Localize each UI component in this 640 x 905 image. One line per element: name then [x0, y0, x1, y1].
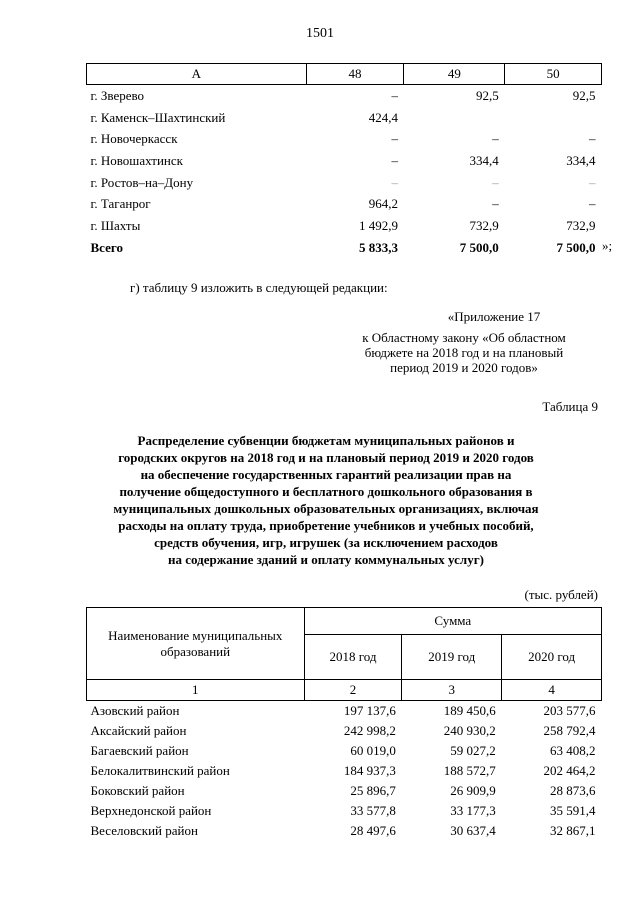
table-row — [87, 761, 602, 781]
page-number: 1501 — [306, 26, 334, 41]
table-row — [87, 128, 602, 150]
value-2020: 202 464,2 — [543, 763, 596, 778]
value-50: – — [589, 174, 596, 190]
value-2020: 28 873,6 — [550, 783, 596, 798]
municipality-name: Веселовский район — [90, 823, 198, 838]
value-48: 424,4 — [368, 109, 398, 125]
municipality-name: Боковский район — [90, 783, 185, 798]
value-2019: 30 637,4 — [450, 823, 496, 838]
closing-quote: »; — [602, 238, 613, 253]
table-row — [87, 781, 602, 801]
table-row — [87, 85, 602, 107]
appendix-reference — [330, 309, 598, 375]
municipality-name: Азовский район — [90, 703, 180, 718]
municipality-name: Белокалитвинский район — [90, 763, 230, 778]
value-48: 964,2 — [368, 196, 398, 212]
column-number: 4 — [502, 680, 602, 701]
table-row — [87, 821, 602, 841]
value-48: – — [391, 87, 398, 103]
value-50: 334,4 — [566, 152, 596, 168]
total-49: 7 500,0 — [459, 239, 499, 255]
municipality-name: г. Каменск–Шахтинский — [90, 109, 226, 125]
appendix-line: бюджете на 2018 год и на плановый — [364, 345, 564, 360]
value-2020: 258 792,4 — [543, 723, 596, 738]
value-2020: 63 408,2 — [550, 743, 596, 758]
appendix-line: к Областному закону «Об областном — [362, 330, 566, 345]
table-row — [87, 150, 602, 172]
value-49: – — [492, 131, 499, 147]
value-2019: 59 027,2 — [450, 743, 496, 758]
column-header-sum: Сумма — [304, 608, 601, 635]
heading-line: городских округов на 2018 год и на плановый период 2019 и 2020 годов — [118, 450, 534, 465]
table-header-row — [87, 608, 602, 635]
subvention-table — [86, 607, 602, 841]
column-header-name: Наименование муниципальных образований — [87, 608, 305, 680]
table-label: Таблица 9 — [542, 399, 598, 414]
table-heading — [60, 432, 592, 568]
municipality-name: Аксайский район — [90, 723, 187, 738]
value-2018: 33 577,8 — [350, 803, 396, 818]
table-row — [87, 741, 602, 761]
municipality-name: г. Ростов–на–Дону — [90, 174, 194, 190]
value-2018: 197 137,6 — [343, 703, 396, 718]
table-row — [87, 701, 602, 722]
value-48: – — [391, 152, 398, 168]
table-header-row — [87, 64, 602, 85]
value-49: 732,9 — [469, 217, 499, 233]
value-50: – — [589, 196, 596, 212]
table-row — [87, 721, 602, 741]
municipality-name: г. Таганрог — [90, 196, 151, 212]
value-2018: 242 998,2 — [343, 723, 396, 738]
value-50: 92,5 — [572, 87, 596, 103]
value-50: 732,9 — [566, 217, 596, 233]
municipality-name: Верхнедонской район — [90, 803, 212, 818]
value-49: 334,4 — [469, 152, 499, 168]
table-row — [87, 193, 602, 215]
municipality-name: г. Шахты — [90, 217, 141, 233]
value-2018: 25 896,7 — [350, 783, 396, 798]
table-row — [87, 172, 602, 194]
heading-line: Распределение субвенции бюджетам муниципальных районов и — [137, 433, 515, 448]
value-2019: 240 930,2 — [443, 723, 496, 738]
heading-line: на содержание зданий и оплату коммунальных услуг) — [168, 552, 484, 567]
value-49 — [404, 107, 505, 129]
column-number: 2 — [304, 680, 402, 701]
value-2019: 33 177,3 — [450, 803, 496, 818]
value-48: 1 492,9 — [358, 217, 398, 233]
heading-line: средств обучения, игр, игрушек (за исключением расходов — [154, 535, 498, 550]
table-row — [87, 215, 602, 237]
budget-table-continuation — [86, 63, 602, 259]
value-2020: 32 867,1 — [550, 823, 596, 838]
value-2018: 60 019,0 — [350, 743, 396, 758]
value-49: – — [492, 196, 499, 212]
column-header-48: 48 — [306, 64, 404, 85]
column-header-50: 50 — [505, 64, 602, 85]
total-50: 7 500,0 — [556, 239, 596, 255]
value-2019: 189 450,6 — [443, 703, 496, 718]
value-49: – — [492, 174, 499, 190]
value-2019: 26 909,9 — [450, 783, 496, 798]
column-header-2019: 2019 год — [402, 635, 502, 680]
appendix-title: «Приложение 17 — [447, 309, 541, 324]
table-row — [87, 107, 602, 129]
total-48: 5 833,3 — [358, 239, 398, 255]
value-48: – — [391, 131, 398, 147]
column-number-row — [87, 680, 602, 701]
units-label: (тыс. рублей) — [524, 587, 598, 602]
column-number: 1 — [87, 680, 305, 701]
total-label: Всего — [90, 239, 123, 255]
appendix-line: период 2019 и 2020 годов» — [390, 360, 538, 375]
value-2018: 28 497,6 — [350, 823, 396, 838]
value-2020: 203 577,6 — [543, 703, 596, 718]
heading-line: на обеспечение государственных гарантий реализации прав на — [140, 467, 512, 482]
value-2019: 188 572,7 — [443, 763, 496, 778]
amendment-instruction: г) таблицу 9 изложить в следующей редакции: — [130, 280, 388, 295]
column-header-2020: 2020 год — [502, 635, 602, 680]
heading-line: муниципальных дошкольных образовательных организациях, включая — [113, 501, 539, 516]
municipality-name: Багаевский район — [90, 743, 189, 758]
value-2018: 184 937,3 — [343, 763, 396, 778]
municipality-name: г. Новошахтинск — [90, 152, 183, 168]
heading-line: расходы на оплату труда, приобретение учебников и учебных пособий, — [118, 518, 534, 533]
municipality-name: г. Новочеркасск — [90, 131, 178, 147]
heading-line: получение общедоступного и бесплатного дошкольного образования в — [119, 484, 533, 499]
value-2020: 35 591,4 — [550, 803, 596, 818]
value-50: – — [589, 131, 596, 147]
total-row — [87, 237, 602, 259]
column-header-49: 49 — [404, 64, 505, 85]
column-header-a: А — [87, 64, 307, 85]
table-row — [87, 801, 602, 821]
value-49: 92,5 — [475, 87, 499, 103]
column-header-2018: 2018 год — [304, 635, 402, 680]
value-50 — [505, 107, 602, 129]
value-48: – — [391, 174, 398, 190]
column-number: 3 — [402, 680, 502, 701]
municipality-name: г. Зверево — [90, 87, 145, 103]
